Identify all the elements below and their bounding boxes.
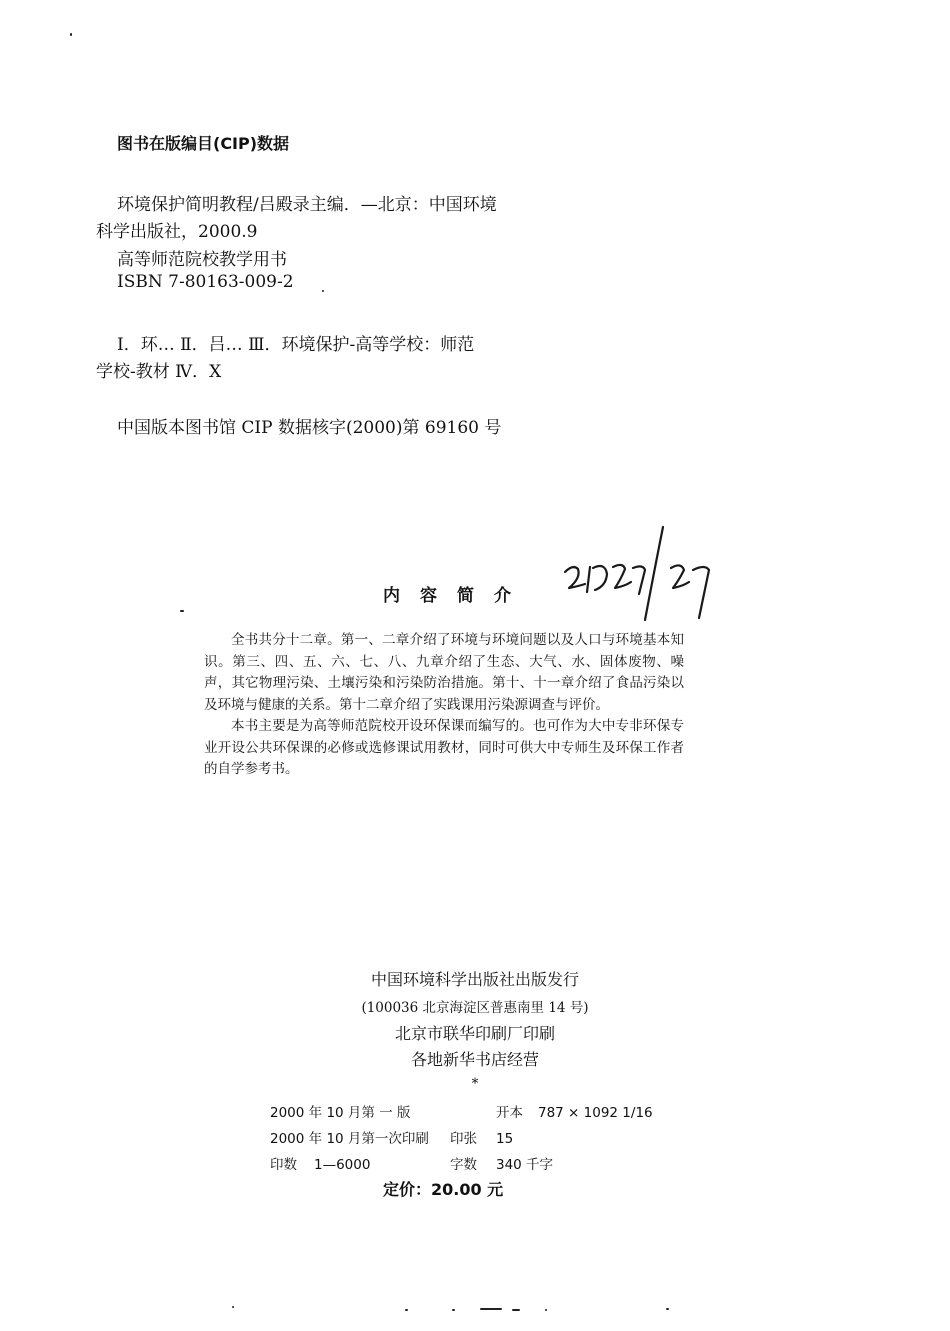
handwritten-signature xyxy=(545,522,725,622)
format-label: 开本 xyxy=(496,1105,523,1121)
specs-row xyxy=(270,1100,670,1126)
format-value: 787 × 1092 1/16 xyxy=(538,1105,653,1121)
copies-label: 印数 xyxy=(270,1157,297,1173)
cip-title-line-continued: 科学出版社，2000.9 xyxy=(96,222,258,242)
cip-subject-line-continued: 学校-教材 Ⅳ．X xyxy=(96,362,222,382)
distributor-line: 各地新华书店经营 xyxy=(410,1050,539,1069)
words-label: 字数 xyxy=(450,1157,477,1173)
cip-series: 高等师范院校教学用书 xyxy=(117,250,287,270)
scan-speck xyxy=(512,1309,520,1311)
printer-line: 北京市联华印刷厂印刷 xyxy=(394,1024,555,1043)
intro-paragraph-2: 本书主要是为高等师范院校开设环保课而编写的。也可作为大中专非环保专业开设公共环保课的必修或选修课试用教材，同时可供大中专师生及环保工作者的自学参考书。 xyxy=(204,718,684,777)
scan-speck xyxy=(545,1309,547,1311)
publisher-address: (100036 北京海淀区普惠南里 14 号) xyxy=(361,1000,589,1016)
price: 定价：20.00 元 xyxy=(383,1180,504,1199)
scan-speck xyxy=(666,1308,669,1310)
specs-row xyxy=(270,1152,670,1178)
cip-isbn: ISBN 7-80163-009-2 xyxy=(117,272,294,292)
scan-speck xyxy=(452,1309,455,1311)
separator-star: * xyxy=(471,1076,479,1092)
sheets-value: 15 xyxy=(496,1131,514,1147)
specs-row xyxy=(270,1126,670,1152)
copies-value: 1—6000 xyxy=(314,1157,371,1173)
print-specs xyxy=(270,1100,670,1178)
edition-date: 2000 年 10 月第 一 版 xyxy=(270,1105,411,1121)
scan-speck xyxy=(480,1308,502,1310)
cip-title-line: 环境保护简明教程/吕殿录主编．—北京：中国环境 xyxy=(117,195,497,215)
scan-speck xyxy=(322,290,324,292)
scan-speck xyxy=(70,33,72,36)
scan-speck xyxy=(405,1309,408,1311)
intro-text xyxy=(204,630,684,781)
words-value: 340 千字 xyxy=(496,1157,554,1173)
cip-heading: 图书在版编目(CIP)数据 xyxy=(117,134,290,153)
print-date: 2000 年 10 月第一次印刷 xyxy=(270,1131,429,1147)
cip-record-number: 中国版本图书馆 CIP 数据核字(2000)第 69160 号 xyxy=(117,418,502,438)
cip-subject-line: Ⅰ．环… Ⅱ．吕… Ⅲ．环境保护-高等学校：师范 xyxy=(117,335,475,355)
sheets-label: 印张 xyxy=(450,1131,477,1147)
intro-heading: 内容简介 xyxy=(383,586,531,606)
intro-paragraph: 全书共分十二章。第一、二章介绍了环境与环境问题以及人口与环境基本知识。第三、四、五、六、七、八、九章介绍了生态、大气、水、固体废物、噪声，其它物理污染、土壤污染和污染防治措施。第十、十一章介绍了食品污染以及环境与健康的关系。第十二章介绍了实践课用污染源调查与评价。 xyxy=(204,632,684,713)
scan-speck xyxy=(232,1306,234,1308)
publisher-line: 中国环境科学出版社出版发行 xyxy=(370,970,579,989)
scan-speck xyxy=(180,610,184,612)
